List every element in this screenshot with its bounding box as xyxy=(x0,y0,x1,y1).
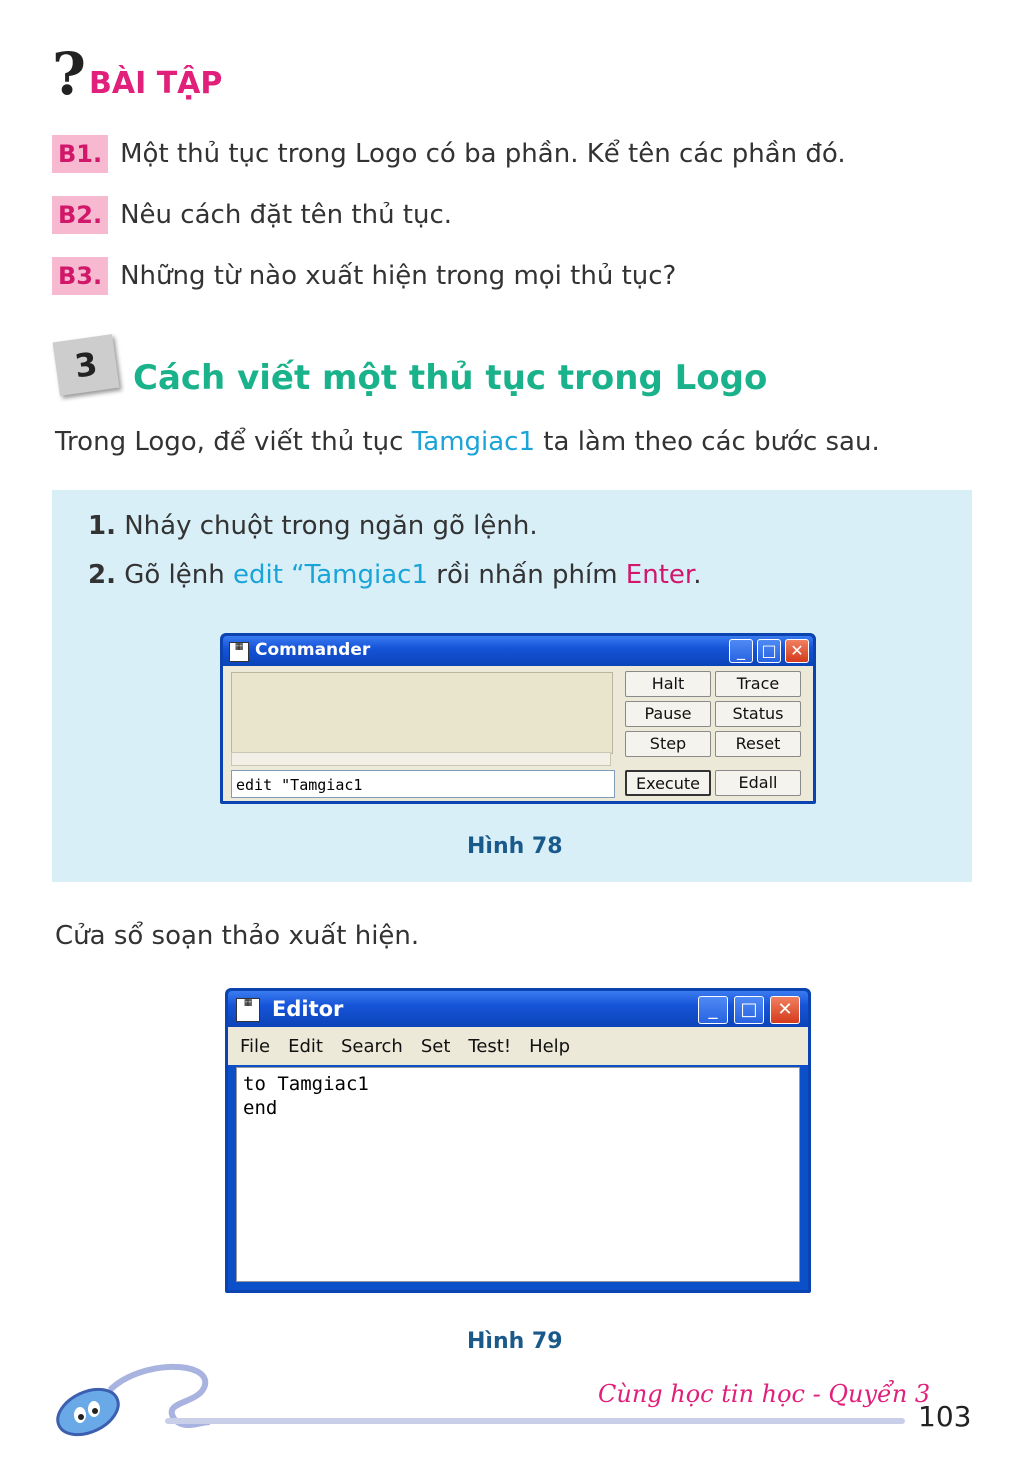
editor-titlebar[interactable] xyxy=(228,991,808,1027)
step-command: edit “Tamgiac1 xyxy=(233,560,428,590)
commander-output[interactable] xyxy=(231,672,613,754)
minimize-icon[interactable]: _ xyxy=(698,996,728,1024)
intro-text: Trong Logo, để viết thủ tục xyxy=(55,427,412,457)
exercise-text: Nêu cách đặt tên thủ tục. xyxy=(120,200,453,230)
commander-window xyxy=(220,633,816,804)
editor-title: Editor xyxy=(272,997,344,1021)
code-line: to Tamgiac1 xyxy=(243,1073,369,1095)
section-number: 3 xyxy=(53,334,120,396)
footer-divider xyxy=(165,1418,905,1424)
exercise-badge: B3. xyxy=(52,257,108,295)
section-intro xyxy=(55,424,880,460)
close-icon[interactable]: ✕ xyxy=(785,639,809,663)
maximize-icon[interactable]: □ xyxy=(734,996,764,1024)
maximize-icon[interactable]: □ xyxy=(757,639,781,663)
commander-titlebar[interactable] xyxy=(223,636,813,666)
step-text-mid: rồi nhấn phím xyxy=(428,560,626,590)
editor-menubar xyxy=(228,1027,808,1065)
page-number: 103 xyxy=(918,1400,972,1433)
editor-window xyxy=(225,988,811,1293)
minimize-icon[interactable]: _ xyxy=(729,639,753,663)
status-button[interactable]: Status xyxy=(715,701,801,727)
step-number: 2. xyxy=(88,560,116,590)
paragraph: Cửa sổ soạn thảo xuất hiện. xyxy=(55,921,420,951)
commander-body xyxy=(223,666,813,801)
exercise-text: Một thủ tục trong Logo có ba phần. Kể tên các phần đó. xyxy=(120,139,846,169)
figure-caption: Hình 79 xyxy=(467,1329,563,1354)
app-icon: ▦ xyxy=(229,642,249,662)
exercise-text: Những từ nào xuất hiện trong mọi thủ tục? xyxy=(120,261,677,291)
menu-file[interactable]: File xyxy=(240,1035,271,1057)
halt-button[interactable]: Halt xyxy=(625,671,711,697)
exercise-badge: B1. xyxy=(52,135,108,173)
commander-title: Commander xyxy=(255,640,371,660)
step-button[interactable]: Step xyxy=(625,731,711,757)
intro-text-end: ta làm theo các bước sau. xyxy=(535,427,880,457)
menu-edit[interactable]: Edit xyxy=(288,1035,323,1057)
menu-help[interactable]: Help xyxy=(529,1035,571,1057)
reset-button[interactable]: Reset xyxy=(715,731,801,757)
menu-search[interactable]: Search xyxy=(340,1035,403,1057)
step-2 xyxy=(88,557,701,593)
edall-button[interactable]: Edall xyxy=(715,770,801,796)
horizontal-scrollbar[interactable] xyxy=(231,752,611,766)
exercise-item xyxy=(52,134,846,174)
menu-test[interactable]: Test! xyxy=(468,1035,512,1057)
exercise-item xyxy=(52,195,452,235)
intro-highlight: Tamgiac1 xyxy=(411,427,536,457)
figure-caption: Hình 78 xyxy=(467,834,563,859)
exercises-title: BÀI TẬP xyxy=(89,66,223,101)
editor-text-area[interactable] xyxy=(236,1067,800,1282)
step-key: Enter xyxy=(625,560,694,590)
exercise-item xyxy=(52,256,676,296)
step-number: 1. xyxy=(88,511,116,541)
mouse-mascot-icon xyxy=(50,1360,220,1450)
menu-set[interactable]: Set xyxy=(420,1035,451,1057)
code-line: end xyxy=(243,1097,278,1119)
command-input[interactable]: edit "Tamgiac1 xyxy=(231,770,615,798)
execute-button[interactable]: Execute xyxy=(625,770,711,796)
step-1 xyxy=(88,508,538,544)
app-icon: ▦ xyxy=(236,998,260,1022)
question-mark-icon: ? xyxy=(52,40,86,108)
close-icon[interactable]: ✕ xyxy=(770,996,800,1024)
step-text: Gõ lệnh xyxy=(124,560,233,590)
book-title: Cùng học tin học - Quyển 3 xyxy=(598,1380,931,1408)
step-text: Nháy chuột trong ngăn gõ lệnh. xyxy=(124,511,538,541)
section-title: Cách viết một thủ tục trong Logo xyxy=(133,358,768,398)
trace-button[interactable]: Trace xyxy=(715,671,801,697)
pause-button[interactable]: Pause xyxy=(625,701,711,727)
exercise-badge: B2. xyxy=(52,196,108,234)
step-text-end: . xyxy=(693,560,702,590)
